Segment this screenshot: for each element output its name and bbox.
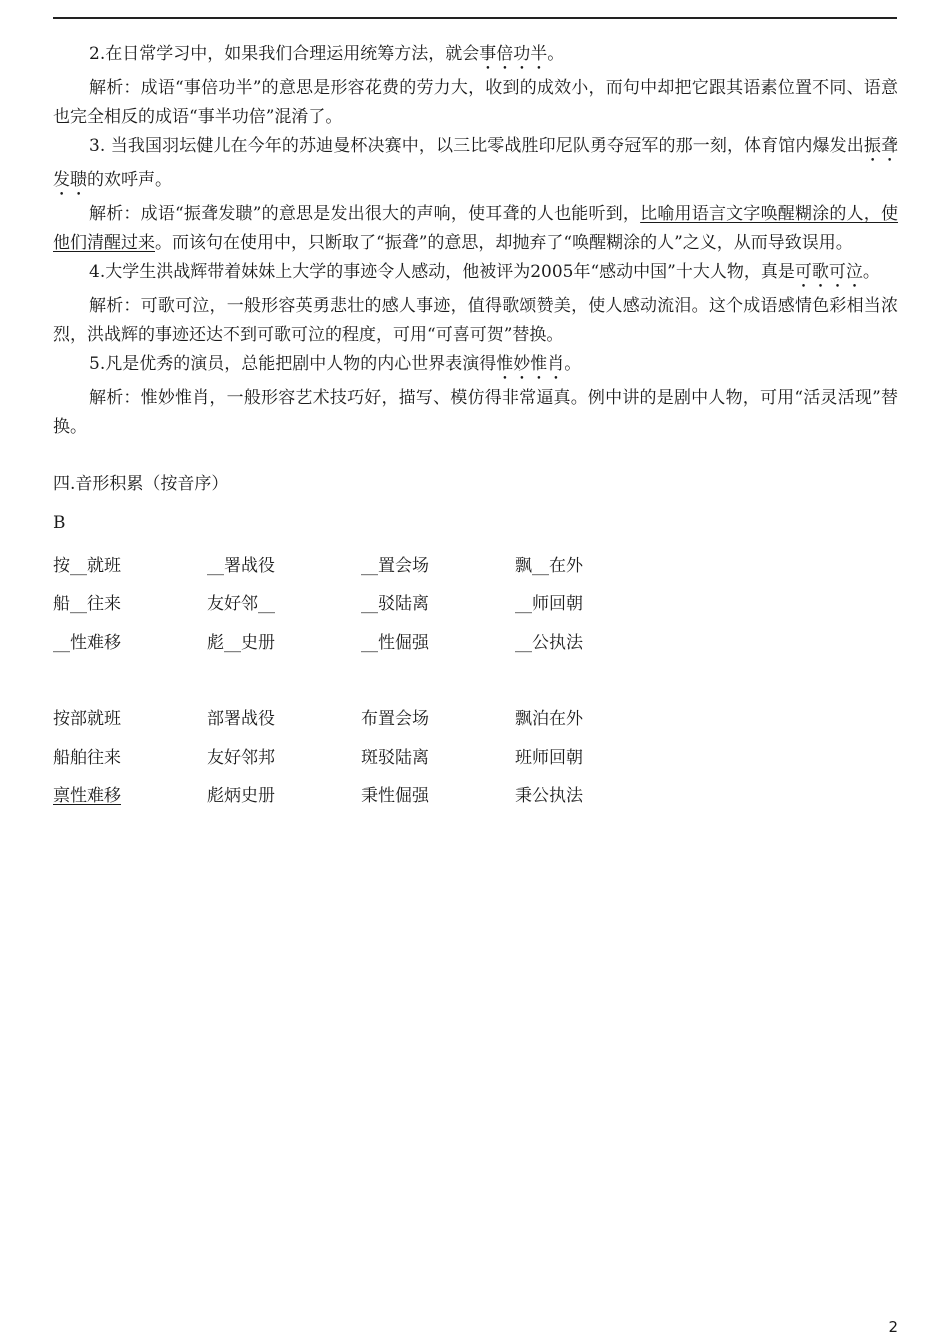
answer-item: 斑驳陆离 — [361, 747, 429, 768]
blank-item: __性难移 — [53, 632, 121, 653]
question-4: 4.大学生洪战辉带着妹妹上大学的事迹令人感动，他被评为2005年“感动中国”十大人物，真是可歌可泣。 — [89, 262, 880, 282]
answer-item: 秉公执法 — [515, 786, 583, 807]
answer-grid — [53, 701, 898, 817]
document-body — [53, 40, 898, 816]
analysis-2: 解析：成语“事倍功半”的意思是形容花费的劳力大，收到的成效小，而句中却把它跟其语素位置不同、语意也完全相反的成语“事半功倍”混淆了。 — [53, 78, 898, 127]
table-row — [53, 701, 898, 740]
analysis-3: 解析：成语“振聋发聩”的意思是发出很大的声响，使耳聋的人也能听到，比喻用语言文字唤醒糊涂的人，使他们清醒过来。而该句在使用中，只断取了“振聋”的意思，却抛弃了“唤醒糊涂的人”之义，从而导致误用。 — [53, 204, 899, 253]
blank-item: __师回朝 — [515, 594, 583, 615]
answer-item: 飘泊在外 — [515, 709, 583, 730]
answer-item: 禀性难移 — [53, 786, 121, 807]
answer-item: 秉性倔强 — [361, 786, 429, 807]
answer-item: 部署战役 — [207, 709, 275, 730]
table-row — [53, 739, 898, 778]
page-number: 2 — [888, 1318, 898, 1336]
header-rule — [53, 17, 897, 19]
answer-item: 友好邻邦 — [207, 747, 275, 768]
blank-item: __驳陆离 — [361, 594, 429, 615]
section-label: B — [53, 513, 66, 533]
emphasized-idiom: 可歌可泣 — [794, 262, 863, 282]
answer-item: 彪炳史册 — [207, 786, 275, 807]
blank-item: __置会场 — [361, 555, 429, 576]
blank-item: __性倔强 — [361, 632, 429, 653]
blank-item: 彪__史册 — [207, 632, 275, 653]
blank-item: __公执法 — [515, 632, 583, 653]
table-row — [53, 586, 898, 625]
answer-item: 按部就班 — [53, 709, 121, 730]
underlined-phrase: 比喻用语言文字唤醒糊涂的人，使他们清醒过来 — [53, 204, 899, 253]
answer-item: 船舶往来 — [53, 747, 121, 768]
emphasized-idiom: 惟妙惟肖 — [496, 354, 565, 374]
blank-item: __署战役 — [207, 555, 275, 576]
question-3: 3. 当我国羽坛健儿在今年的苏迪曼杯决赛中，以三比零战胜印尼队勇夺冠军的那一刻，体育馆内爆发出振聋发聩的欢呼声。 — [53, 136, 899, 190]
blank-item: 船__往来 — [53, 594, 121, 615]
table-row — [53, 547, 898, 586]
section-title: 四.音形积累（按音序） — [53, 474, 229, 494]
table-row — [53, 778, 898, 817]
analysis-5: 解析：惟妙惟肖，一般形容艺术技巧好，描写、模仿得非常逼真。例中讲的是剧中人物，可用“活灵活现”替换。 — [53, 388, 898, 437]
answer-item: 班师回朝 — [515, 747, 583, 768]
blank-item: 友好邻__ — [207, 594, 275, 615]
blank-item: 飘__在外 — [515, 555, 583, 576]
analysis-4: 解析：可歌可泣，一般形容英勇悲壮的感人事迹，值得歌颂赞美，使人感动流泪。这个成语感情色彩相当浓烈，洪战辉的事迹还达不到可歌可泣的程度，可用“可喜可贺”替换。 — [53, 296, 898, 345]
table-row — [53, 624, 898, 663]
emphasized-idiom: 振聋发聩 — [53, 136, 899, 190]
emphasized-idiom: 事倍功半 — [479, 44, 548, 64]
question-2: 2.在日常学习中，如果我们合理运用统筹方法，就会事倍功半。 — [89, 44, 565, 64]
fill-blank-grid — [53, 547, 898, 663]
blank-item: 按__就班 — [53, 555, 121, 576]
question-5: 5.凡是优秀的演员，总能把剧中人物的内心世界表演得惟妙惟肖。 — [89, 354, 582, 374]
answer-item: 布置会场 — [361, 709, 429, 730]
